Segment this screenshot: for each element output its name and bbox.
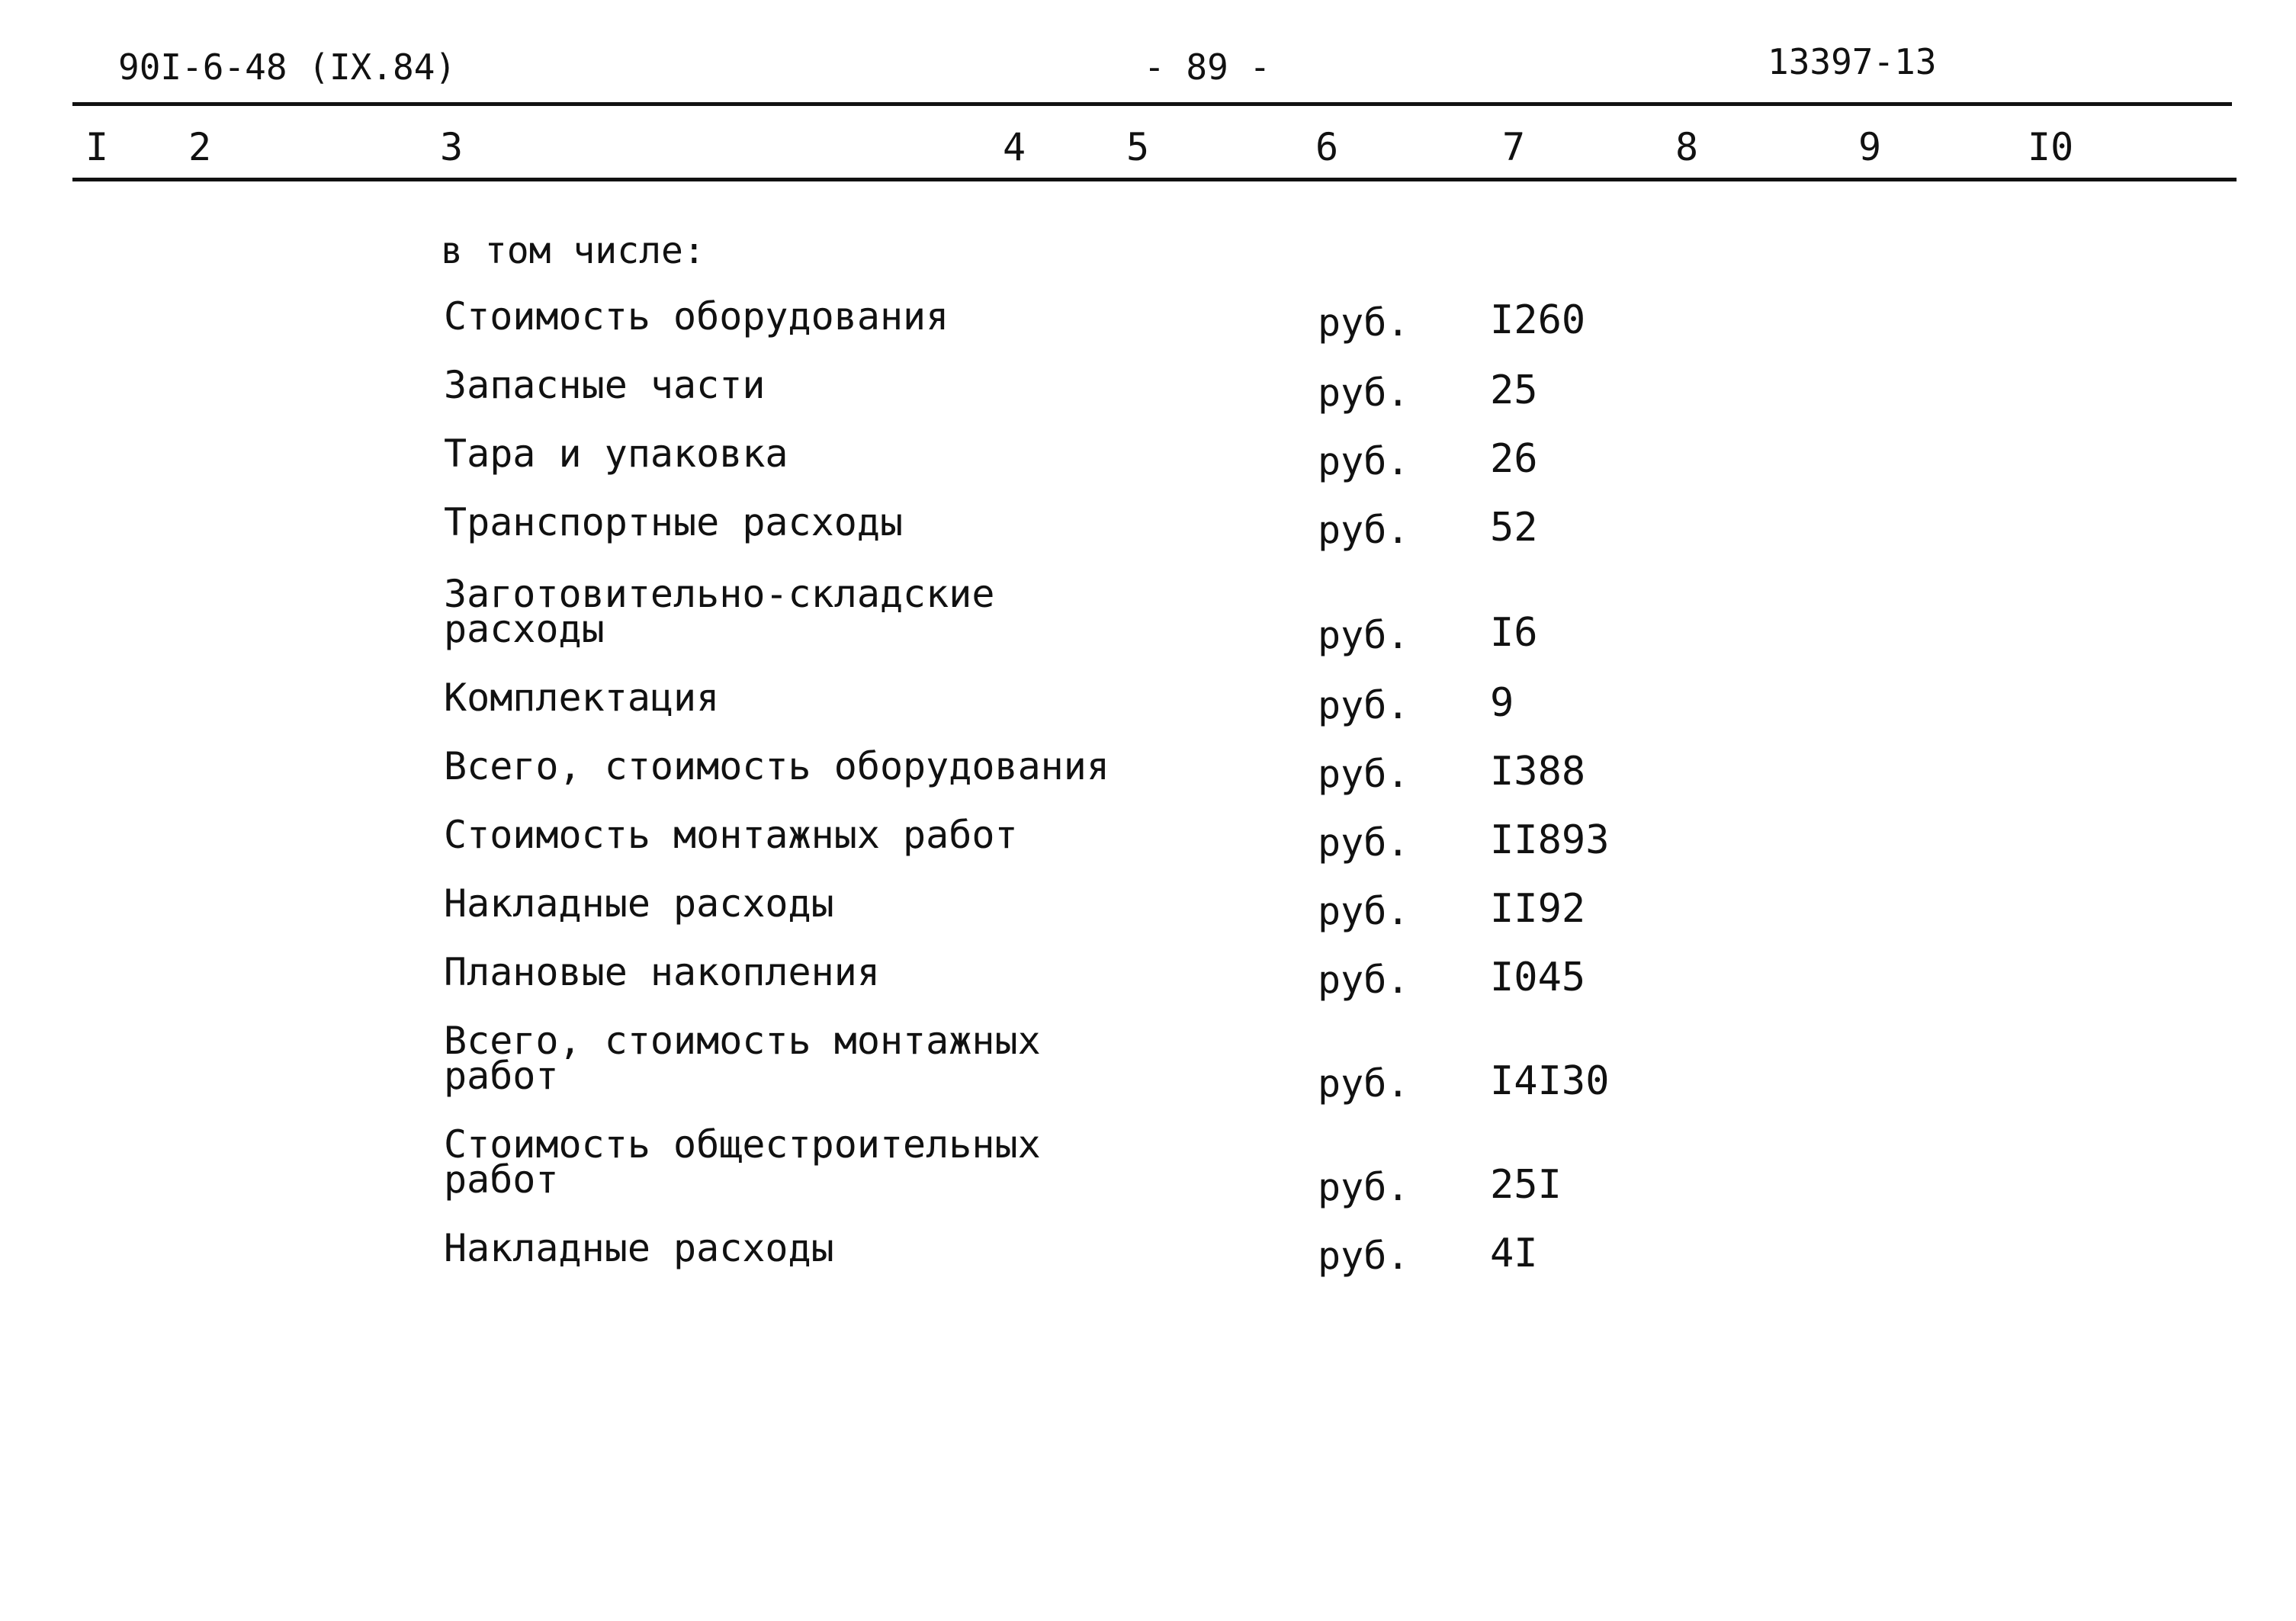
subheading: в том числе: — [441, 230, 705, 272]
page-number: - 89 - — [1144, 47, 1271, 88]
row-label: Тара и упаковка — [444, 432, 788, 476]
document-code: 90I-6-48 (IX.84) — [118, 47, 457, 88]
row-value: II893 — [1490, 817, 1610, 863]
row-label: Накладные расходы — [444, 881, 834, 926]
row-value: I6 — [1490, 610, 1538, 656]
column-number-5: 5 — [1126, 125, 1150, 169]
row-unit: руб. — [1318, 1061, 1410, 1106]
row-unit: руб. — [1318, 1234, 1410, 1278]
row-label: Плановые накопления — [444, 950, 880, 994]
row-value: 25I — [1490, 1162, 1562, 1208]
row-unit: руб. — [1318, 300, 1410, 345]
row-unit: руб. — [1318, 683, 1410, 727]
row-label: Накладные расходы — [444, 1226, 834, 1270]
header-bottom-rule — [72, 178, 2237, 181]
column-number-3: 3 — [440, 125, 464, 169]
row-label: Стоимость оборудования — [444, 294, 949, 339]
column-number-10: I0 — [2028, 125, 2074, 169]
column-number-7: 7 — [1502, 125, 1526, 169]
row-label: Транспортные расходы — [444, 500, 904, 544]
row-value: I388 — [1490, 749, 1586, 794]
row-label: Стоимость общестроительных работ — [444, 1122, 1041, 1202]
row-value: I045 — [1490, 955, 1586, 1000]
row-label: Запасные части — [444, 363, 766, 407]
row-value: 26 — [1490, 436, 1538, 482]
row-value: 25 — [1490, 368, 1538, 413]
header-top-rule — [72, 102, 2232, 106]
sheet-code: 13397-13 — [1768, 41, 1937, 82]
row-value: 52 — [1490, 505, 1538, 550]
row-unit: руб. — [1318, 820, 1410, 865]
row-unit: руб. — [1318, 439, 1410, 483]
row-label: Всего, стоимость оборудования — [444, 744, 1109, 788]
column-number-2: 2 — [188, 125, 212, 169]
row-value: 4I — [1490, 1231, 1538, 1276]
column-number-1: I — [85, 125, 109, 169]
row-unit: руб. — [1318, 1165, 1410, 1209]
column-number-9: 9 — [1858, 125, 1882, 169]
row-label: Комплектация — [444, 676, 720, 720]
row-unit: руб. — [1318, 958, 1410, 1002]
row-label: Заготовительно-складские расходы — [444, 572, 995, 651]
column-number-8: 8 — [1675, 125, 1699, 169]
row-unit: руб. — [1318, 371, 1410, 415]
row-label: Всего, стоимость монтажных работ — [444, 1019, 1041, 1098]
row-value: I260 — [1490, 297, 1586, 343]
row-unit: руб. — [1318, 752, 1410, 796]
row-value: 9 — [1490, 680, 1514, 726]
row-unit: руб. — [1318, 508, 1410, 552]
column-number-4: 4 — [1003, 125, 1026, 169]
row-unit: руб. — [1318, 613, 1410, 657]
column-number-6: 6 — [1315, 125, 1339, 169]
row-value: I4I30 — [1490, 1058, 1610, 1104]
row-unit: руб. — [1318, 889, 1410, 933]
row-label: Стоимость монтажных работ — [444, 813, 1018, 857]
row-value: II92 — [1490, 886, 1586, 932]
